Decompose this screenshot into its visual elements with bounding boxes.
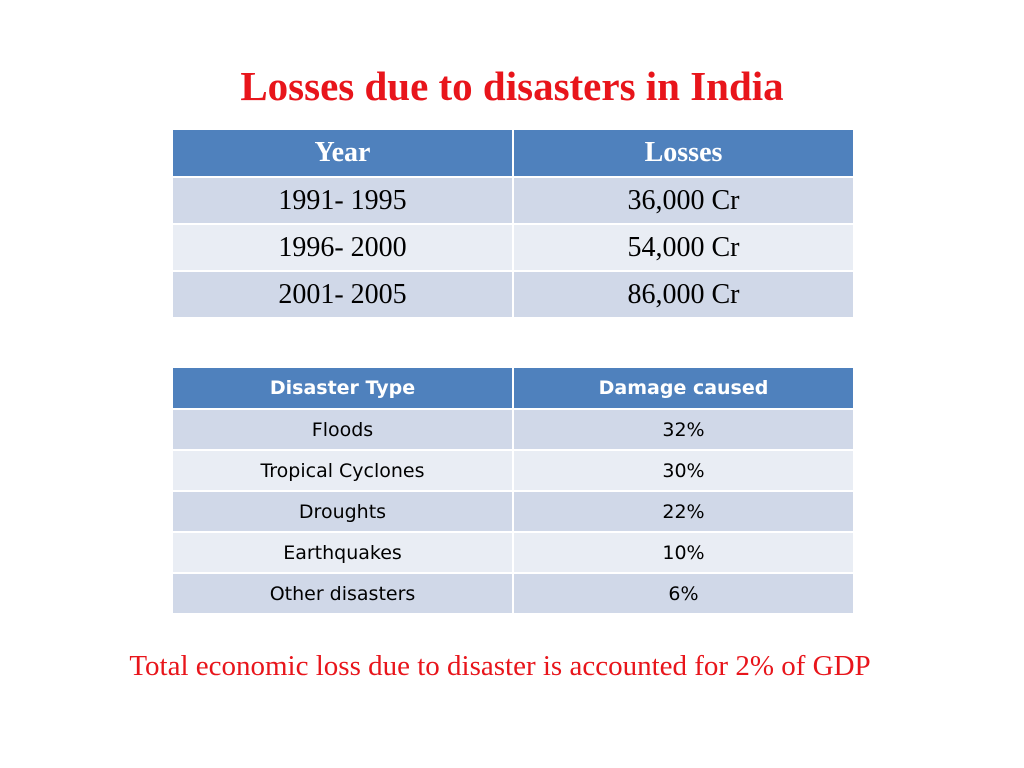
column-header-losses: Losses [513, 129, 854, 177]
table-row [172, 271, 854, 318]
year-cell: 1991- 1995 [172, 177, 513, 224]
losses-cell: 36,000 Cr [513, 177, 854, 224]
damage-cell: 6% [513, 573, 854, 614]
table-row [172, 177, 854, 224]
damage-cell: 10% [513, 532, 854, 573]
disaster-type-cell: Earthquakes [172, 532, 513, 573]
table-row [172, 532, 854, 573]
table-row [172, 573, 854, 614]
table-row [172, 450, 854, 491]
gdp-loss-note: Total economic loss due to disaster is accounted for 2% of GDP [129, 650, 871, 682]
losses-cell: 54,000 Cr [513, 224, 854, 271]
losses-cell: 86,000 Cr [513, 271, 854, 318]
slide-title: Losses due to disasters in India [240, 63, 784, 109]
damage-by-disaster-type-table [171, 366, 855, 615]
disaster-type-cell: Other disasters [172, 573, 513, 614]
damage-cell: 30% [513, 450, 854, 491]
column-header-year: Year [172, 129, 513, 177]
losses-by-year-table [171, 128, 855, 319]
year-cell: 2001- 2005 [172, 271, 513, 318]
table-row [172, 224, 854, 271]
damage-cell: 32% [513, 409, 854, 450]
column-header-damage-caused: Damage caused [513, 367, 854, 409]
disaster-type-cell: Droughts [172, 491, 513, 532]
column-header-disaster-type: Disaster Type [172, 367, 513, 409]
table-row [172, 409, 854, 450]
disaster-type-cell: Floods [172, 409, 513, 450]
damage-cell: 22% [513, 491, 854, 532]
table-header-row [172, 367, 854, 409]
table-header-row [172, 129, 854, 177]
table-row [172, 491, 854, 532]
disaster-type-cell: Tropical Cyclones [172, 450, 513, 491]
year-cell: 1996- 2000 [172, 224, 513, 271]
